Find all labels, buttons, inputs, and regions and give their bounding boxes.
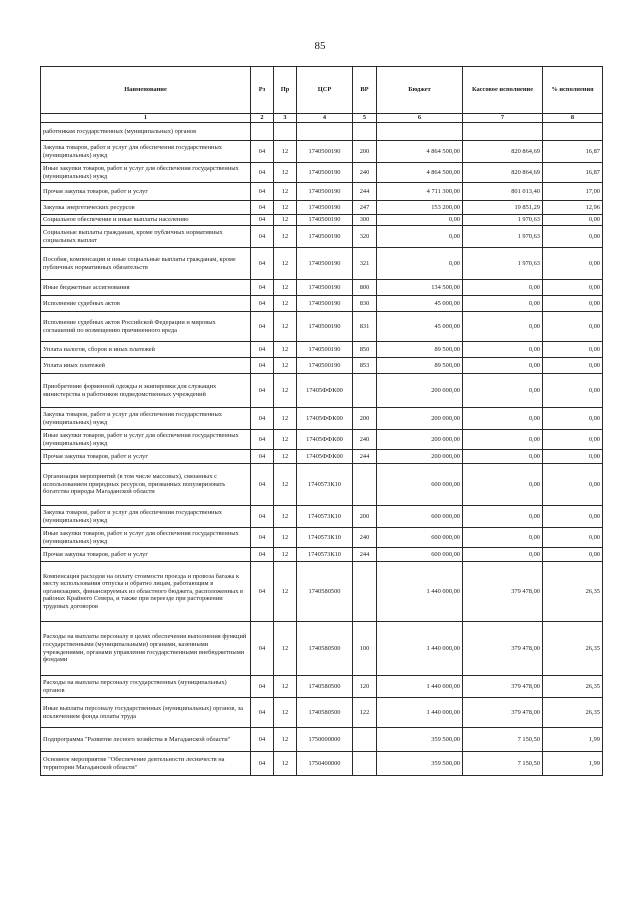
cell-name: Пособия, компенсации и иные социальные выплаты гражданам, кроме публичных нормативных обязательств	[41, 248, 251, 280]
table-row	[41, 183, 603, 201]
cell-pct: 0,00	[543, 548, 603, 562]
cell-rz: 04	[251, 201, 274, 215]
cell-name: Иные бюджетные ассигнования	[41, 280, 251, 296]
cell-pct: 0,00	[543, 450, 603, 464]
cell-kass	[463, 123, 543, 141]
cell-pct	[543, 123, 603, 141]
cell-pct: 0,00	[543, 248, 603, 280]
cell-name: Исполнение судебных актов Российской Федерации и мировых соглашений по возмещению причиненного вреда	[41, 312, 251, 342]
cell-rz: 04	[251, 280, 274, 296]
table-row	[41, 450, 603, 464]
cell-pr: 12	[274, 464, 297, 506]
cell-vr: 200	[353, 408, 377, 430]
cell-kass: 0,00	[463, 374, 543, 408]
cell-name: работникам государственных (муниципальных) органов	[41, 123, 251, 141]
cell-pr: 12	[274, 676, 297, 698]
cell-rz	[251, 123, 274, 141]
cell-rz: 04	[251, 622, 274, 676]
cell-kass: 0,00	[463, 342, 543, 358]
cell-csr: 1740500190	[297, 312, 353, 342]
cell-pct: 0,00	[543, 408, 603, 430]
column-number: 4	[297, 114, 353, 123]
table-row	[41, 312, 603, 342]
column-number: 3	[274, 114, 297, 123]
table-row	[41, 215, 603, 226]
cell-csr: 1750000000	[297, 728, 353, 752]
cell-budget: 200 000,00	[377, 374, 463, 408]
cell-csr: 17405ФФК00	[297, 450, 353, 464]
cell-csr: 1740580500	[297, 622, 353, 676]
table-row	[41, 123, 603, 141]
header-pct: % исполнения	[543, 67, 603, 114]
cell-kass: 820 864,69	[463, 141, 543, 163]
cell-rz: 04	[251, 528, 274, 548]
cell-budget: 1 440 000,00	[377, 622, 463, 676]
cell-csr: 1740573К10	[297, 548, 353, 562]
column-number: 2	[251, 114, 274, 123]
cell-vr: 247	[353, 201, 377, 215]
cell-csr: 1740500190	[297, 342, 353, 358]
cell-vr: 240	[353, 430, 377, 450]
cell-name: Организация мероприятий (в том числе массовых), связанных с использованием природных ресурсов, призванных популяризовать богатства природы Магаданской области	[41, 464, 251, 506]
cell-rz: 04	[251, 226, 274, 248]
cell-kass: 0,00	[463, 296, 543, 312]
cell-vr	[353, 123, 377, 141]
cell-csr: 1740500190	[297, 183, 353, 201]
cell-kass: 0,00	[463, 506, 543, 528]
cell-rz: 04	[251, 408, 274, 430]
cell-vr: 122	[353, 698, 377, 728]
cell-budget: 600 000,00	[377, 464, 463, 506]
table-row	[41, 280, 603, 296]
cell-pct: 1,99	[543, 752, 603, 776]
cell-pr: 12	[274, 450, 297, 464]
cell-pr: 12	[274, 506, 297, 528]
cell-rz: 04	[251, 141, 274, 163]
cell-name: Иные закупки товаров, работ и услуг для обеспечения государственных (муниципальных) нужд	[41, 163, 251, 183]
cell-csr: 1740500190	[297, 163, 353, 183]
cell-rz: 04	[251, 163, 274, 183]
cell-csr: 1740500190	[297, 358, 353, 374]
cell-pct: 0,00	[543, 342, 603, 358]
cell-vr: 831	[353, 312, 377, 342]
cell-name: Основное мероприятие "Обеспечение деятельности лесничеств на территории Магаданской области"	[41, 752, 251, 776]
cell-pct: 26,35	[543, 676, 603, 698]
table-row	[41, 464, 603, 506]
cell-budget: 600 000,00	[377, 506, 463, 528]
cell-rz: 04	[251, 548, 274, 562]
page-number: 85	[314, 40, 326, 52]
cell-csr: 1740500190	[297, 280, 353, 296]
cell-pr	[274, 123, 297, 141]
cell-budget: 0,00	[377, 248, 463, 280]
table-row	[41, 296, 603, 312]
cell-rz: 04	[251, 342, 274, 358]
cell-pct: 0,00	[543, 226, 603, 248]
cell-kass: 7 150,50	[463, 752, 543, 776]
cell-vr: 244	[353, 450, 377, 464]
cell-pct: 0,00	[543, 280, 603, 296]
table-row	[41, 358, 603, 374]
cell-name: Исполнение судебных актов	[41, 296, 251, 312]
cell-rz: 04	[251, 752, 274, 776]
cell-name: Уплата налогов, сборов и иных платежей	[41, 342, 251, 358]
table-row	[41, 342, 603, 358]
cell-kass: 379 478,00	[463, 622, 543, 676]
cell-vr: 853	[353, 358, 377, 374]
cell-name: Закупка товаров, работ и услуг для обеспечения государственных (муниципальных) нужд	[41, 408, 251, 430]
header-csr: ЦСР	[297, 67, 353, 114]
cell-csr: 1740573К10	[297, 528, 353, 548]
cell-rz: 04	[251, 183, 274, 201]
cell-pr: 12	[274, 622, 297, 676]
cell-budget: 600 000,00	[377, 548, 463, 562]
cell-kass: 0,00	[463, 548, 543, 562]
cell-vr: 321	[353, 248, 377, 280]
cell-rz: 04	[251, 506, 274, 528]
cell-kass: 820 864,69	[463, 163, 543, 183]
cell-name: Иные выплаты персоналу государственных (муниципальных) органов, за исключением фонда оплаты труда	[41, 698, 251, 728]
cell-vr: 244	[353, 183, 377, 201]
cell-csr: 17405ФФК00	[297, 408, 353, 430]
cell-budget: 4 711 300,00	[377, 183, 463, 201]
cell-rz: 04	[251, 676, 274, 698]
cell-name: Социальные выплаты гражданам, кроме публичных нормативных социальных выплат	[41, 226, 251, 248]
cell-pct: 0,00	[543, 528, 603, 548]
cell-vr: 200	[353, 141, 377, 163]
cell-rz: 04	[251, 312, 274, 342]
table-header-row	[41, 67, 603, 114]
cell-vr: 800	[353, 280, 377, 296]
table-row	[41, 506, 603, 528]
cell-pr: 12	[274, 163, 297, 183]
cell-csr	[297, 123, 353, 141]
header-name: Наименование	[41, 67, 251, 114]
cell-budget: 200 000,00	[377, 430, 463, 450]
cell-budget: 89 500,00	[377, 342, 463, 358]
cell-budget: 600 000,00	[377, 528, 463, 548]
cell-vr: 244	[353, 548, 377, 562]
cell-budget: 1 440 000,00	[377, 698, 463, 728]
table-body	[41, 123, 603, 776]
header-rz: Рз	[251, 67, 274, 114]
cell-kass: 1 970,63	[463, 215, 543, 226]
table-row	[41, 676, 603, 698]
cell-pct: 0,00	[543, 374, 603, 408]
cell-budget: 134 500,00	[377, 280, 463, 296]
table-row	[41, 226, 603, 248]
cell-vr	[353, 374, 377, 408]
cell-budget: 153 200,00	[377, 201, 463, 215]
header-pr: Пр	[274, 67, 297, 114]
cell-name: Компенсация расходов на оплату стоимости проезда и провоза багажа к месту использования отпуска и обратно лицам, работающим в организациях, финансируемых из областного бюджета, расположенных в районах Крайнего Севера, и также при переезде при расторжении трудовых договоров	[41, 562, 251, 622]
cell-kass: 379 478,00	[463, 698, 543, 728]
cell-rz: 04	[251, 215, 274, 226]
cell-name: Приобретение форменной одежды и экипировки для служащих министерства и работников подведомственных учреждений	[41, 374, 251, 408]
cell-kass: 0,00	[463, 280, 543, 296]
budget-execution-table	[40, 66, 603, 776]
cell-rz: 04	[251, 450, 274, 464]
cell-kass: 801 013,40	[463, 183, 543, 201]
cell-vr	[353, 752, 377, 776]
cell-csr: 1740573К10	[297, 506, 353, 528]
header-vr: ВР	[353, 67, 377, 114]
cell-csr: 1740500190	[297, 201, 353, 215]
cell-kass: 379 478,00	[463, 562, 543, 622]
cell-pr: 12	[274, 562, 297, 622]
table-row	[41, 752, 603, 776]
table-row	[41, 408, 603, 430]
cell-vr: 120	[353, 676, 377, 698]
cell-budget: 359 500,00	[377, 728, 463, 752]
cell-csr: 1740580500	[297, 676, 353, 698]
cell-pr: 12	[274, 226, 297, 248]
cell-pct: 1,99	[543, 728, 603, 752]
cell-pr: 12	[274, 141, 297, 163]
cell-kass: 0,00	[463, 358, 543, 374]
cell-name: Иные закупки товаров, работ и услуг для обеспечения государственных (муниципальных) нужд	[41, 430, 251, 450]
column-number: 7	[463, 114, 543, 123]
cell-pct: 0,00	[543, 506, 603, 528]
cell-vr: 320	[353, 226, 377, 248]
header-kass: Кассовое исполнение	[463, 67, 543, 114]
cell-pr: 12	[274, 548, 297, 562]
cell-csr: 1750400000	[297, 752, 353, 776]
cell-kass: 0,00	[463, 430, 543, 450]
cell-kass: 19 851,29	[463, 201, 543, 215]
cell-pr: 12	[274, 342, 297, 358]
cell-csr: 17405ФФК00	[297, 374, 353, 408]
cell-vr: 100	[353, 622, 377, 676]
cell-pct: 0,00	[543, 358, 603, 374]
cell-kass: 0,00	[463, 528, 543, 548]
cell-csr: 17405ФФК00	[297, 430, 353, 450]
cell-name: Закупка товаров, работ и услуг для обеспечения государственных (муниципальных) нужд	[41, 506, 251, 528]
cell-pct: 26,35	[543, 562, 603, 622]
cell-rz: 04	[251, 562, 274, 622]
column-number: 1	[41, 114, 251, 123]
cell-budget: 200 000,00	[377, 408, 463, 430]
cell-kass: 1 970,63	[463, 248, 543, 280]
table-row	[41, 562, 603, 622]
cell-rz: 04	[251, 698, 274, 728]
cell-budget: 4 864 500,00	[377, 163, 463, 183]
cell-pr: 12	[274, 728, 297, 752]
cell-pr: 12	[274, 215, 297, 226]
cell-name: Прочая закупка товаров, работ и услуг	[41, 450, 251, 464]
cell-name: Прочая закупка товаров, работ и услуг	[41, 548, 251, 562]
cell-csr: 1740573К10	[297, 464, 353, 506]
cell-name: Расходы на выплаты персоналу государственных (муниципальных) органов	[41, 676, 251, 698]
cell-csr: 1740500190	[297, 296, 353, 312]
cell-vr: 300	[353, 215, 377, 226]
cell-budget: 0,00	[377, 226, 463, 248]
table-row	[41, 698, 603, 728]
cell-budget: 45 000,00	[377, 312, 463, 342]
cell-vr	[353, 464, 377, 506]
cell-kass: 7 150,50	[463, 728, 543, 752]
cell-budget	[377, 123, 463, 141]
table-row	[41, 201, 603, 215]
cell-name: Закупка товаров, работ и услуг для обеспечения государственных (муниципальных) нужд	[41, 141, 251, 163]
cell-rz: 04	[251, 464, 274, 506]
cell-pct: 26,35	[543, 622, 603, 676]
cell-pr: 12	[274, 201, 297, 215]
cell-csr: 1740580500	[297, 698, 353, 728]
cell-rz: 04	[251, 728, 274, 752]
cell-name: Социальное обеспечение и иные выплаты населению	[41, 215, 251, 226]
cell-pct: 0,00	[543, 430, 603, 450]
cell-budget: 200 000,00	[377, 450, 463, 464]
header-budget: Бюджет	[377, 67, 463, 114]
cell-rz: 04	[251, 374, 274, 408]
cell-pr: 12	[274, 248, 297, 280]
cell-pct: 26,35	[543, 698, 603, 728]
cell-vr	[353, 728, 377, 752]
cell-vr: 850	[353, 342, 377, 358]
cell-pct: 16,87	[543, 141, 603, 163]
cell-csr: 1740500190	[297, 226, 353, 248]
cell-pct: 0,00	[543, 312, 603, 342]
cell-vr: 240	[353, 163, 377, 183]
cell-csr: 1740580500	[297, 562, 353, 622]
cell-pr: 12	[274, 528, 297, 548]
table-row	[41, 374, 603, 408]
cell-csr: 1740500190	[297, 141, 353, 163]
cell-pct: 16,87	[543, 163, 603, 183]
cell-pr: 12	[274, 408, 297, 430]
cell-pr: 12	[274, 280, 297, 296]
cell-name: Закупка энергетических ресурсов	[41, 201, 251, 215]
cell-rz: 04	[251, 358, 274, 374]
cell-pct: 17,00	[543, 183, 603, 201]
cell-kass: 0,00	[463, 312, 543, 342]
cell-name: Прочая закупка товаров, работ и услуг	[41, 183, 251, 201]
cell-budget: 4 864 500,00	[377, 141, 463, 163]
table-row	[41, 163, 603, 183]
cell-rz: 04	[251, 296, 274, 312]
cell-name: Уплата иных платежей	[41, 358, 251, 374]
cell-pct: 12,96	[543, 201, 603, 215]
cell-pr: 12	[274, 183, 297, 201]
cell-pct: 0,00	[543, 464, 603, 506]
cell-kass: 1 970,63	[463, 226, 543, 248]
cell-csr: 1740500190	[297, 215, 353, 226]
cell-vr: 830	[353, 296, 377, 312]
cell-kass: 0,00	[463, 450, 543, 464]
cell-pr: 12	[274, 698, 297, 728]
cell-rz: 04	[251, 430, 274, 450]
column-number: 6	[377, 114, 463, 123]
cell-pct: 0,00	[543, 296, 603, 312]
cell-name: Подпрограмма "Развитие лесного хозяйства в Магаданской области"	[41, 728, 251, 752]
cell-kass: 0,00	[463, 464, 543, 506]
table-row	[41, 248, 603, 280]
cell-budget: 0,00	[377, 215, 463, 226]
column-number: 5	[353, 114, 377, 123]
cell-kass: 0,00	[463, 408, 543, 430]
cell-budget: 89 500,00	[377, 358, 463, 374]
cell-vr	[353, 562, 377, 622]
cell-pr: 12	[274, 296, 297, 312]
cell-kass: 379 478,00	[463, 676, 543, 698]
cell-pr: 12	[274, 312, 297, 342]
cell-pr: 12	[274, 374, 297, 408]
column-number-row	[41, 114, 603, 123]
column-number: 8	[543, 114, 603, 123]
cell-budget: 1 440 000,00	[377, 676, 463, 698]
cell-rz: 04	[251, 248, 274, 280]
cell-name: Иные закупки товаров, работ и услуг для обеспечения государственных (муниципальных) нужд	[41, 528, 251, 548]
cell-pct: 0,00	[543, 215, 603, 226]
cell-csr: 1740500190	[297, 248, 353, 280]
cell-vr: 240	[353, 528, 377, 548]
cell-budget: 359 500,00	[377, 752, 463, 776]
cell-budget: 45 000,00	[377, 296, 463, 312]
table-row	[41, 430, 603, 450]
cell-pr: 12	[274, 430, 297, 450]
table-row	[41, 728, 603, 752]
cell-vr: 200	[353, 506, 377, 528]
cell-pr: 12	[274, 358, 297, 374]
cell-name: Расходы на выплаты персоналу в целях обеспечения выполнения функций государственными (муниципальными) органами, казенными учреждениями, органами управления государственными внебюджетными фондами	[41, 622, 251, 676]
table-row	[41, 622, 603, 676]
table-row	[41, 528, 603, 548]
table-row	[41, 141, 603, 163]
cell-pr: 12	[274, 752, 297, 776]
cell-budget: 1 440 000,00	[377, 562, 463, 622]
table-row	[41, 548, 603, 562]
